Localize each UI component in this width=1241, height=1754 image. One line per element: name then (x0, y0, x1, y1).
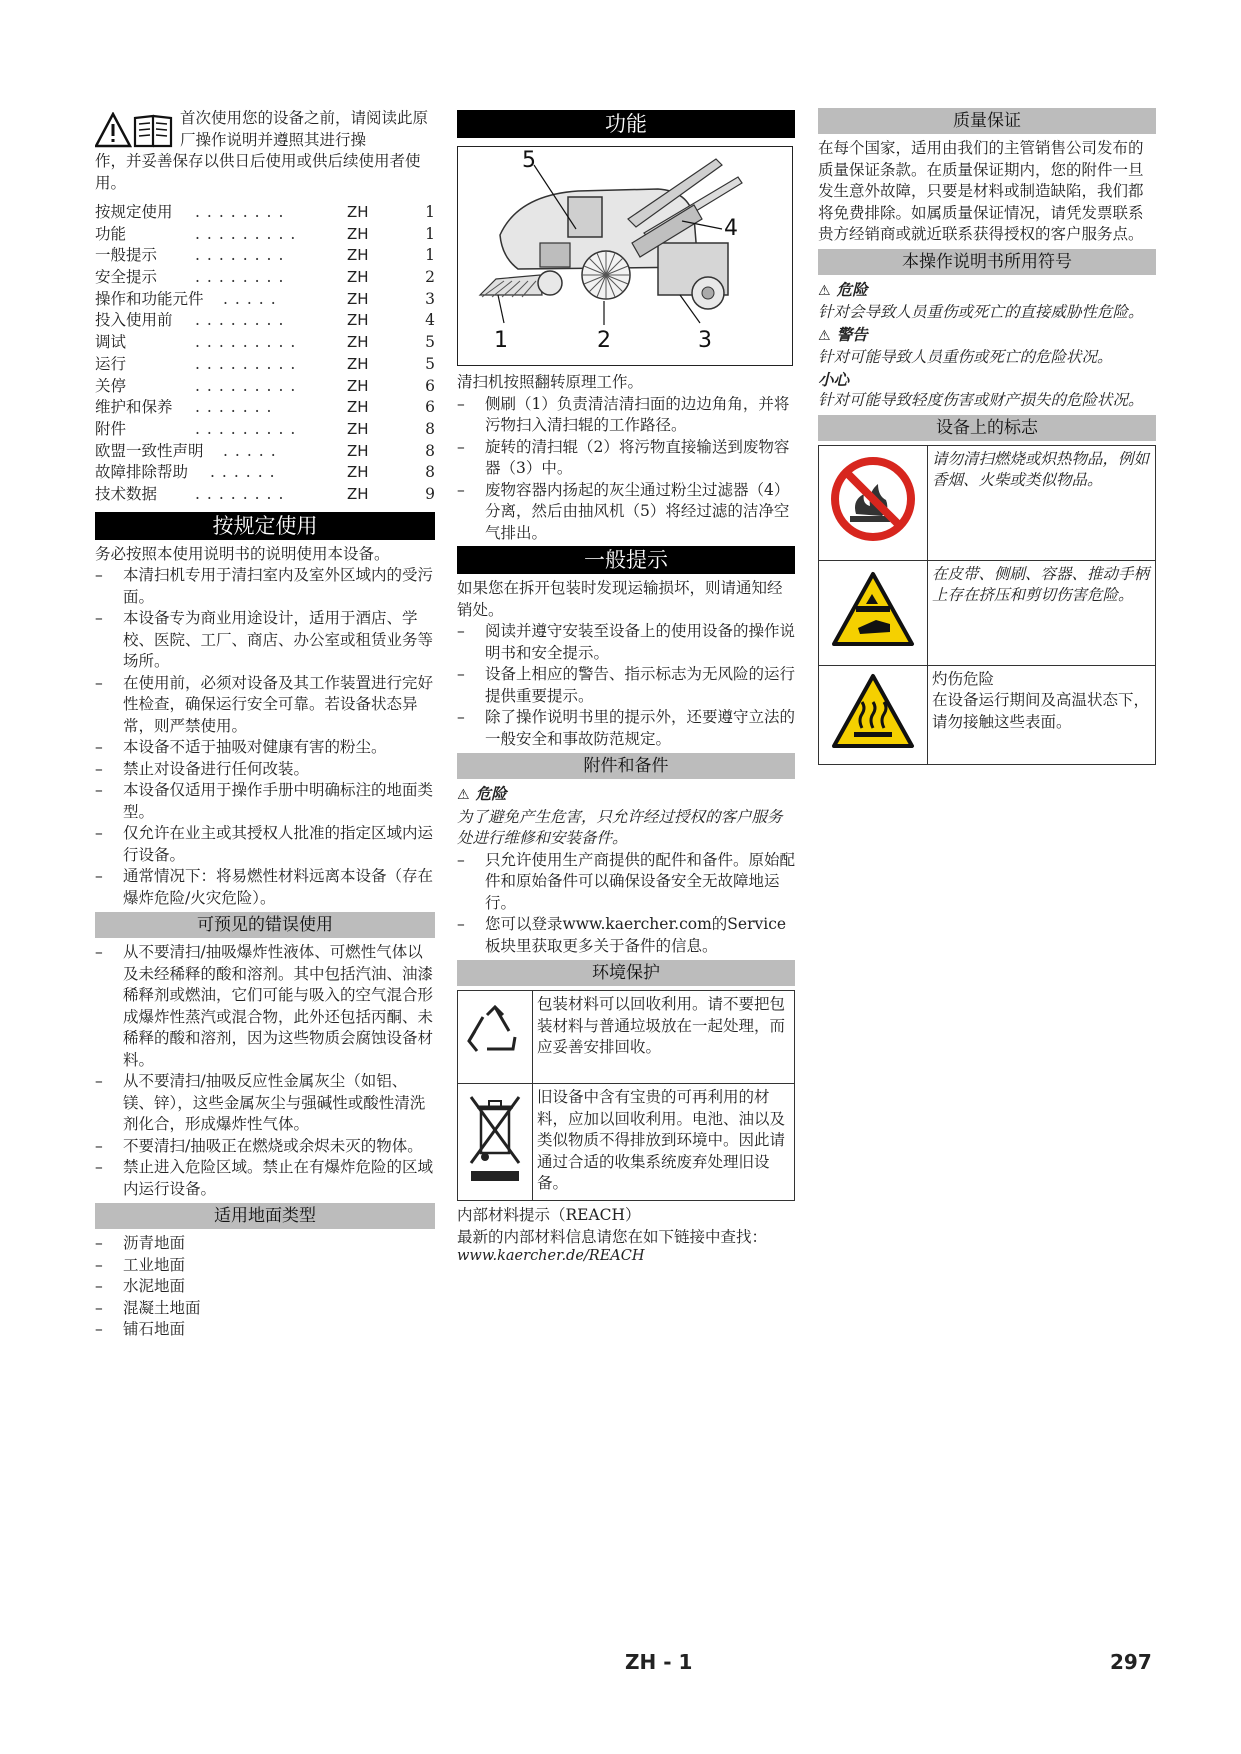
list-item: – 在使用前，必须对设备及其工作装置进行完好性检查，确保运行安全可靠。若设备状态异常，则严禁使用。 (95, 673, 435, 738)
list-item: – 水泥地面 (95, 1276, 435, 1298)
figure-label-1: 1 (494, 328, 508, 353)
section-heading-warranty: 质量保证 (818, 108, 1156, 134)
list-item: – 仅允许在业主或其授权人批准的指定区域内运行设备。 (95, 823, 435, 866)
sweeper-diagram (457, 146, 793, 366)
intro-text-1: 首次使用您的设备之前，请阅读此原厂操作说明并遵照其进行操 (180, 109, 429, 149)
toc-row[interactable]: 操作和功能元件 ..... ZH 3 (95, 289, 435, 308)
toc-row[interactable]: 关停 ......... ZH 6 (95, 376, 435, 395)
list-item: – 铺石地面 (95, 1319, 435, 1341)
toc-row[interactable]: 功能 ......... ZH 1 (95, 224, 435, 243)
toc-row[interactable]: 技术数据 ........ ZH 9 (95, 484, 435, 503)
warning-manual-icon (95, 112, 175, 148)
toc-row[interactable]: 投入使用前 ........ ZH 4 (95, 311, 435, 330)
section-heading-intended-use: 按规定使用 (95, 512, 435, 540)
crush-hazard-sign-cell (819, 560, 928, 665)
crossed-bin-icon (467, 1091, 523, 1187)
warning-triangle-icon: ⚠ (457, 787, 470, 803)
device-signs-table (818, 445, 1156, 765)
hot-surface-text: 在设备运行期间及高温状态下，请勿接触这些表面。 (932, 691, 1150, 731)
middle-column (457, 108, 795, 1264)
list-item: – 除了操作说明书里的提示外，还要遵守立法的一般安全和事故防范规定。 (457, 707, 795, 750)
surfaces-list (95, 1233, 435, 1341)
toc-row[interactable]: 按规定使用 ........ ZH 1 (95, 203, 435, 221)
section-heading-device-signs: 设备上的标志 (818, 415, 1156, 441)
list-item: – 只允许使用生产商提供的配件和备件。原始配件和原始备件可以确保设备安全无故障地运行。 (457, 850, 795, 915)
figure-label-4: 4 (724, 216, 738, 241)
list-item: – 废物容器内扬起的灰尘通过粉尘过滤器（4）分离，然后由抽风机（5）将经过滤的洁净空气排出。 (457, 480, 795, 545)
section-heading-environment: 环境保护 (457, 960, 795, 986)
intro-text-2: 作，并妥善保存以供日后使用或供后续使用者使用。 (95, 152, 421, 192)
accessories-list (457, 850, 795, 958)
section-heading-function: 功能 (457, 110, 795, 138)
reach-text: 最新的内部材料信息请您在如下链接中查找： (457, 1227, 768, 1246)
toc-row[interactable]: 一般提示 ........ ZH 1 (95, 246, 435, 265)
left-column (95, 108, 435, 1341)
figure-label-3: 3 (698, 328, 712, 353)
accessories-danger-text: 为了避免产生危害，只允许经过授权的客户服务处进行维修和安装备件。 (457, 807, 783, 847)
sign-text-2: 在皮带、侧刷、容器、推动手柄上存在挤压和剪切伤害危险。 (928, 560, 1156, 665)
list-item: – 本设备仅适用于操作手册中明确标注的地面类型。 (95, 780, 435, 823)
list-item: – 旋转的清扫辊（2）将污物直接输送到废物容器（3）中。 (457, 437, 795, 480)
figure-label-5: 5 (522, 148, 536, 173)
environment-text-1: 包装材料可以回收利用。请不要把包装材料与普通垃圾放在一起处理，而应妥善安排回收。 (533, 991, 795, 1084)
list-item: – 从不要清扫/抽吸反应性金属灰尘（如铝、镁、锌），这些金属灰尘与强碱性或酸性清洗剂化合，形成爆炸性气体。 (95, 1071, 435, 1136)
list-item: – 沥青地面 (95, 1233, 435, 1255)
warning-label: ⚠ 警告 (818, 324, 868, 344)
reach-title: 内部材料提示（REACH） (457, 1206, 641, 1224)
hot-surface-icon (830, 672, 916, 750)
toc-row[interactable]: 故障排除帮助 ...... ZH 8 (95, 463, 435, 482)
environment-text-2: 旧设备中含有宝贵的可再利用的材料，应加以回收利用。电池、油以及类似物质不得排放到环境中。因此请通过合适的收集系统废弃处理旧设备。 (533, 1084, 795, 1201)
sign-text-1: 请勿清扫燃烧或炽热物品，例如香烟、火柴或类似物品。 (928, 445, 1156, 560)
list-item: – 设备上相应的警告、指示标志为无风险的运行提供重要提示。 (457, 664, 795, 707)
environment-table (457, 990, 795, 1201)
recycling-icon (465, 1005, 525, 1063)
section-heading-general: 一般提示 (457, 546, 795, 574)
intro-notice (95, 108, 435, 151)
list-item: – 本设备不适于抽吸对健康有害的粉尘。 (95, 737, 435, 759)
caution-label: 小心 (818, 369, 850, 389)
hot-surface-sign-cell (819, 665, 928, 764)
caution-text: 针对可能导致轻度伤害或财产损失的危险状况。 (818, 391, 1144, 409)
hot-surface-title: 灼伤危险 (932, 669, 995, 688)
toc-row[interactable]: 调试 ......... ZH 5 (95, 333, 435, 352)
figure-label-2: 2 (597, 328, 611, 353)
crossed-bin-icon-cell (458, 1084, 533, 1201)
right-column (818, 108, 1156, 765)
list-item: – 您可以登录www.kaercher.com的Service板块里获取更多关于备件的信息。 (457, 914, 795, 957)
section-heading-symbols: 本操作说明书所用符号 (818, 249, 1156, 275)
toc-row[interactable]: 安全提示 ........ ZH 2 (95, 268, 435, 287)
section-heading-surfaces: 适用地面类型 (95, 1203, 435, 1229)
list-item: – 通常情况下：将易燃性材料远离本设备（存在爆炸危险/火灾危险）。 (95, 866, 435, 909)
warning-triangle-icon: ⚠ (818, 282, 831, 299)
toc-row[interactable]: 维护和保养 ....... ZH 6 (95, 398, 435, 417)
misuse-list (95, 942, 435, 1200)
recycling-icon-cell (458, 991, 533, 1084)
warning-text: 针对可能导致人员重伤或死亡的危险状况。 (818, 348, 1113, 366)
general-list (457, 621, 795, 750)
list-item: – 阅读并遵守安装至设备上的使用设备的操作说明书和安全提示。 (457, 621, 795, 664)
warranty-text: 在每个国家，适用由我们的主管销售公司发布的质量保证条款。在质量保证期内，您的附件一旦发生意外故障，只要是材料或制造缺陷，我们都将免费排除。如属质量保证情况，请凭发票联系贵方经销商或就近联系获得授权的客户服务点。 (818, 139, 1144, 243)
no-burning-objects-icon (830, 456, 916, 542)
list-item: – 禁止进入危险区域。禁止在有爆炸危险的区域内运行设备。 (95, 1157, 435, 1200)
crush-hazard-icon (830, 570, 916, 648)
list-item: – 本清扫机专用于清扫室内及室外区域内的受污面。 (95, 565, 435, 608)
sign-text-3 (928, 665, 1156, 764)
footer-section-label: ZH - 1 (625, 1650, 693, 1674)
section-heading-accessories: 附件和备件 (457, 753, 795, 779)
section-heading-misuse: 可预见的错误使用 (95, 912, 435, 938)
accessories-danger-label: ⚠ 危险 (457, 784, 507, 803)
warning-triangle-icon: ⚠ (818, 327, 831, 344)
list-item: – 不要清扫/抽吸正在燃烧或余烬未灭的物体。 (95, 1136, 435, 1158)
toc-row[interactable]: 附件 ......... ZH 8 (95, 419, 435, 438)
intended-use-intro: 务必按照本使用说明书的说明使用本设备。 (95, 544, 390, 563)
sweeper-illustration (458, 147, 792, 365)
general-intro: 如果您在拆开包装时发现运输损坏，则请通知经销处。 (457, 579, 783, 619)
list-item: – 从不要清扫/抽吸爆炸性液体、可燃性气体以及未经稀释的酸和溶剂。其中包括汽油、油漆稀释剂或燃油，它们可能与吸入的空气混合形成爆炸性蒸汽或混合物，此外还包括丙酮、未稀释的酸和溶剂，因为这些物质会腐蚀设备材料。 (95, 942, 435, 1071)
danger-text: 针对会导致人员重伤或死亡的直接威胁性危险。 (818, 303, 1144, 321)
toc-row[interactable]: 欧盟一致性声明 ..... ZH 8 (95, 441, 435, 460)
list-item: – 本设备专为商业用途设计，适用于酒店、学校、医院、工厂、商店、办公室或租赁业务等场所。 (95, 608, 435, 673)
table-of-contents (95, 202, 435, 506)
function-intro: 清扫机按照翻转原理工作。 (457, 373, 644, 391)
list-item: – 混凝土地面 (95, 1298, 435, 1320)
danger-label: ⚠ 危险 (818, 279, 868, 299)
function-list (457, 394, 795, 545)
list-item: – 禁止对设备进行任何改装。 (95, 759, 435, 781)
footer-page-number: 297 (1110, 1650, 1152, 1674)
intended-use-list (95, 565, 435, 909)
toc-row[interactable]: 运行 ......... ZH 5 (95, 354, 435, 373)
list-item: – 工业地面 (95, 1255, 435, 1277)
list-item: – 侧刷（1）负责清洁清扫面的边边角角，并将污物扫入清扫辊的工作路径。 (457, 394, 795, 437)
no-burning-sign-cell (819, 445, 928, 560)
reach-link[interactable]: www.kaercher.de/REACH (457, 1248, 645, 1264)
